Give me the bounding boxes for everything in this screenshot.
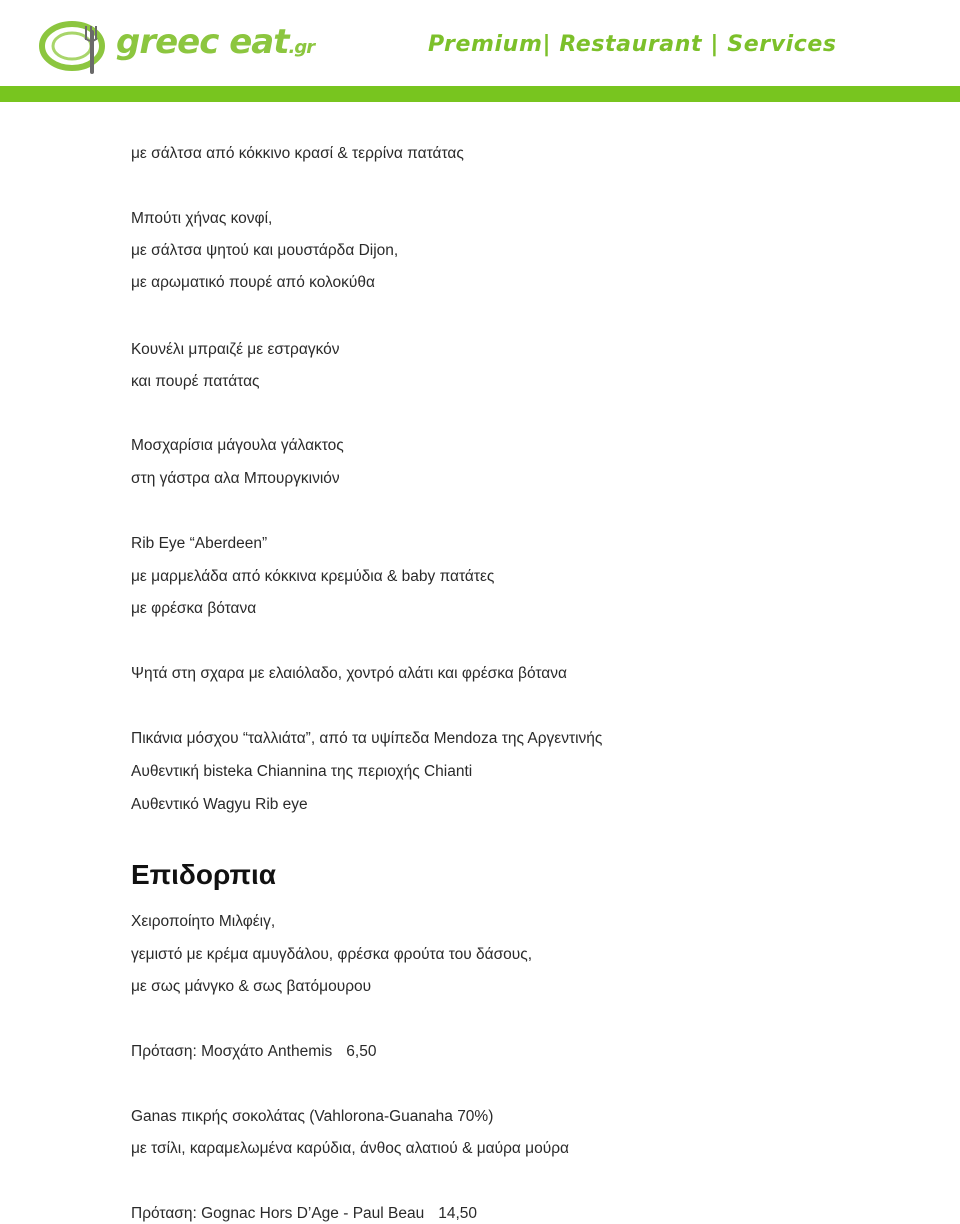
menu-line: με τσίλι, καραμελωμένα καρύδια, άνθος αλατιού & μαύρα μούρα [131, 1140, 569, 1157]
page-header [0, 0, 960, 103]
dessert-heading: Επιδορπια [131, 859, 276, 890]
header-green-bar [0, 86, 960, 102]
menu-line: γεμιστό με κρέμα αμυγδάλου, φρέσκα φρούτα του δάσους, [131, 946, 533, 963]
menu-item-title: Κουνέλι μπραιζέ με εστραγκόν [131, 341, 340, 358]
logo-text: greec eat [116, 22, 289, 62]
menu-line: με σως μάνγκο & σως βατόμουρου [131, 978, 372, 995]
suggestion-label: Πρόταση: Μοσχάτο Anthemis [131, 1043, 333, 1060]
suggestion-label: Πρόταση: Gognac Hors D’Age - Paul Beau [131, 1205, 425, 1222]
menu-line: με φρέσκα βότανα [131, 600, 257, 617]
suggestion-price: 14,50 [438, 1205, 478, 1222]
menu-item-title: Μοσχαρίσια μάγουλα γάλακτος [131, 437, 344, 454]
menu-line: στη γάστρα αλα Μπουργκινιόν [131, 470, 340, 487]
menu-item-title: Ganas πικρής σοκολάτας (Vahlorona-Guanaha 70%) [131, 1108, 494, 1125]
menu-line: με αρωματικό πουρέ από κολοκύθα [131, 274, 375, 291]
menu-item-title: Rib Eye “Aberdeen” [131, 535, 268, 552]
wine-suggestion [131, 1042, 376, 1062]
menu-item-title: Αυθεντική bisteka Chiannina της περιοχής Chianti [131, 763, 473, 780]
menu-line: και πουρέ πατάτας [131, 373, 260, 390]
menu-item-title: Αυθεντικό Wagyu Rib eye [131, 796, 308, 813]
menu-section-note: Ψητά στη σχαρα με ελαιόλαδο, χοντρό αλάτι και φρέσκα βότανα [131, 665, 567, 682]
menu-item-title: Χειροποίητο Μιλφέιγ, [131, 913, 276, 930]
header-tagline: Premium| Restaurant | Services [428, 32, 837, 57]
menu-line: με σάλτσα από κόκκινο κρασί & τερρίνα πατάτας [131, 145, 464, 162]
menu-item-title: Πικάνια μόσχου “ταλλιάτα”, από τα υψίπεδα Mendoza της Αργεντινής [131, 730, 603, 747]
menu-item-title: Μπούτι χήνας κονφί, [131, 210, 273, 227]
wine-suggestion [131, 1204, 477, 1224]
menu-line: με μαρμελάδα από κόκκινα κρεμύδια & baby πατάτες [131, 568, 495, 585]
logo-wordmark [116, 22, 314, 68]
suggestion-price: 6,50 [346, 1043, 377, 1060]
menu-line: με σάλτσα ψητού και μουστάρδα Dijon, [131, 242, 399, 259]
logo-suffix: .gr [288, 37, 315, 58]
